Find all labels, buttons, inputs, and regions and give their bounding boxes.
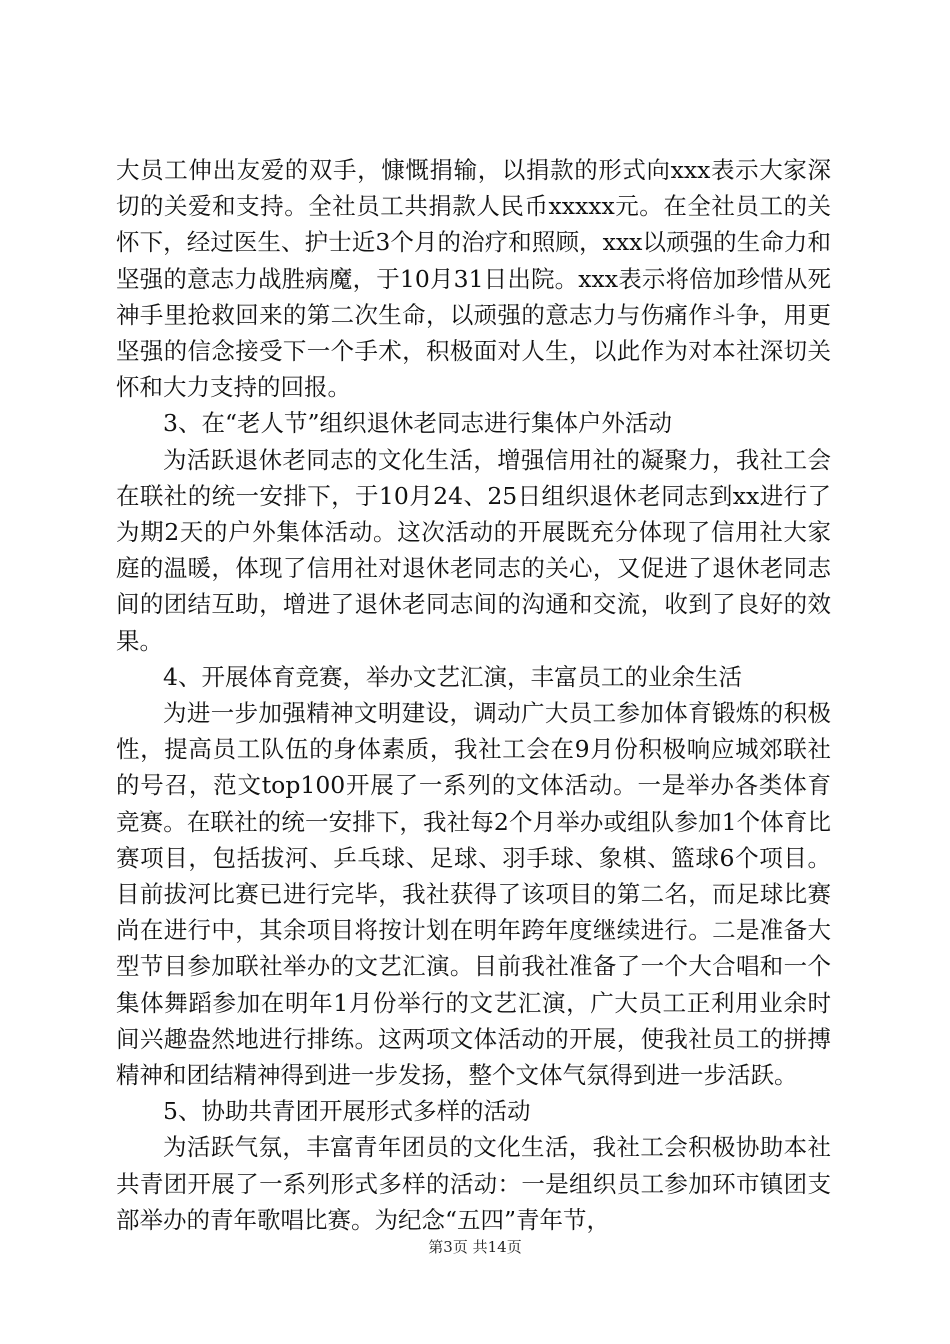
paragraph-continuation: 大员工伸出友爱的双手，慷慨捐输，以捐款的形式向xxx表示大家深切的关爱和支持。全社员工共捐款人民币xxxxx元。在全社员工的关怀下，经过医生、护士近3个月的治疗和照顾，xxx以顽强的生命力和坚强的意志力战胜病魔，于10月31日出院。xxx表示将倍加珍惜从死神手里抢救回来的第二次生命，以顽强的意志力与伤痛作斗争，用更坚强的信念接受下一个手术，积极面对人生，以此作为对本社深切关怀和大力支持的回报。	[116, 156, 831, 402]
page-number-label: 第3页 共14页	[428, 1238, 522, 1256]
document-body	[116, 152, 831, 1238]
paragraph-retirees-activity: 为活跃退休老同志的文化生活，增强信用社的凝聚力，我社工会在联社的统一安排下，于10月24、25日组织退休老同志到xx进行了为期2天的户外集体活动。这次活动的开展既充分体现了信用社大家庭的温暖，体现了信用社对退休老同志的关心，又促进了退休老同志间的团结互助，增进了退休老同志间的沟通和交流，收到了良好的效果。	[116, 445, 831, 655]
paragraph-youth-league: 为活跃气氛，丰富青年团员的文化生活，我社工会积极协助本社共青团开展了一系列形式多样的活动：一是组织员工参加环市镇团支部举办的青年歌唱比赛。为纪念“五四”青年节，	[116, 1133, 831, 1234]
section-heading-4: 4、开展体育竞赛，举办文艺汇演，丰富员工的业余生活	[163, 662, 742, 691]
section-heading-5: 5、协助共青团开展形式多样的活动	[163, 1097, 531, 1126]
paragraph-sports-arts: 为进一步加强精神文明建设，调动广大员工参加体育锻炼的积极性，提高员工队伍的身体素质，我社工会在9月份积极响应城郊联社的号召，范文top100开展了一系列的文体活动。一是举办各类体育竞赛。在联社的统一安排下，我社每2个月举办或组队参加1个体育比赛项目，包括拔河、乒乓球、足球、羽手球、象棋、篮球6个项目。目前拔河比赛已进行完毕，我社获得了该项目的第二名，而足球比赛尚在进行中，其余项目将按计划在明年跨年度继续进行。二是准备大型节目参加联社举办的文艺汇演。目前我社准备了一个大合唱和一个集体舞蹈参加在明年1月份举行的文艺汇演，广大员工正利用业余时间兴趣盎然地进行排练。这两项文体活动的开展，使我社员工的拼搏精神和团结精神得到进一步发扬，整个文体气氛得到进一步活跃。	[116, 699, 831, 1090]
page-footer	[0, 1237, 950, 1257]
section-heading-3: 3、在“老人节”组织退休老同志进行集体户外活动	[163, 409, 672, 438]
